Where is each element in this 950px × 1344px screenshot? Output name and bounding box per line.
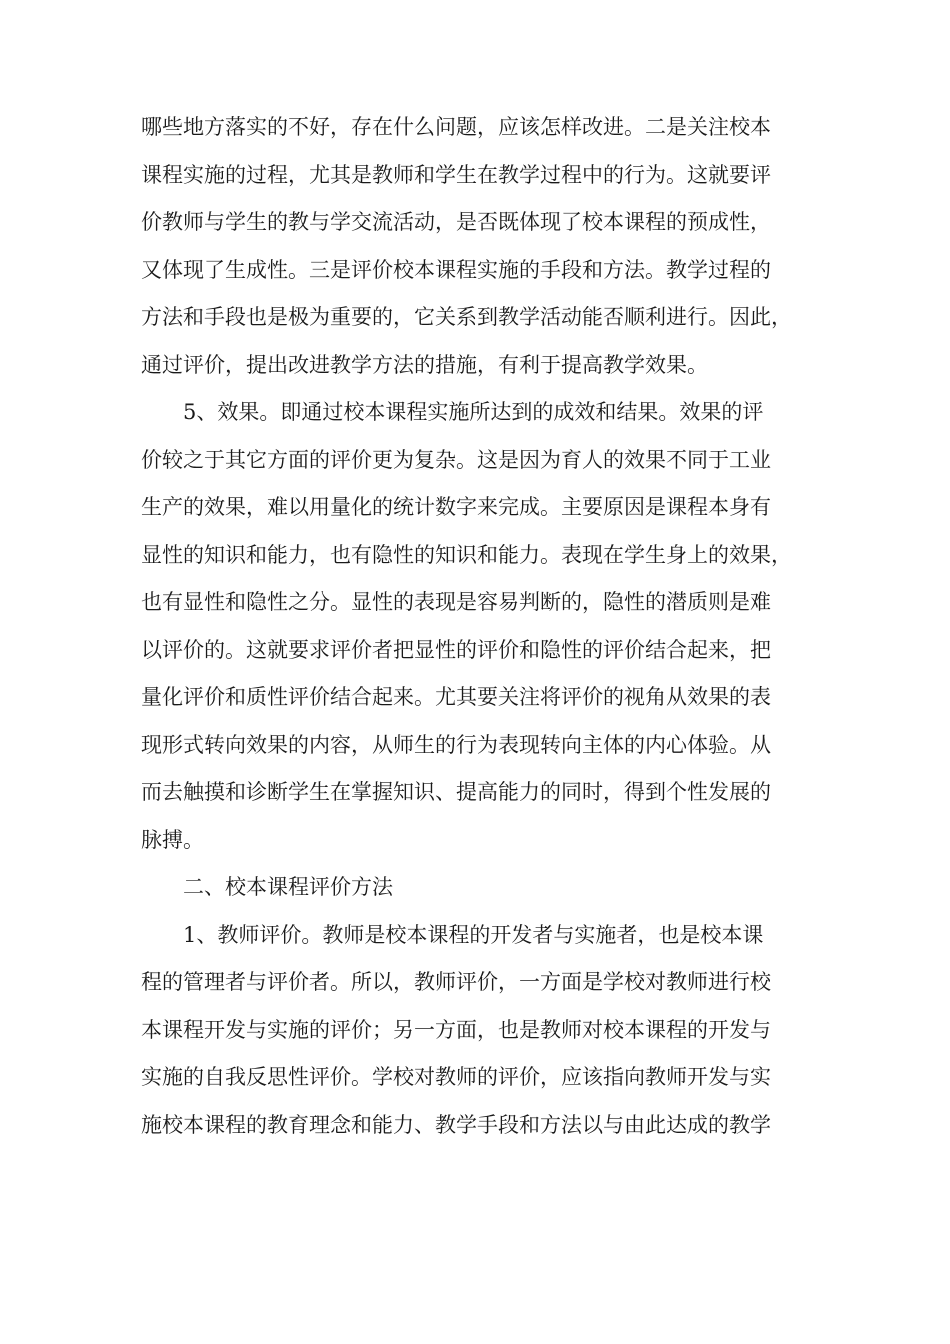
text-line: 施校本课程的教育理念和能力、教学手段和方法以与由此达成的教学 [141,1112,771,1137]
text-line: 实施的自我反思性评价。学校对教师的评价，应该指向教师开发与实 [141,1065,771,1089]
text-line: 而去触摸和诊断学生在掌握知识、提高能力的同时，得到个性发展的 [141,780,771,804]
text-line: 二、校本课程评价方法 [183,875,393,899]
text-line: 方法和手段也是极为重要的，它关系到教学活动能否顺利进行。因此， [141,305,792,329]
text-line: 程的管理者与评价者。所以，教师评价，一方面是学校对教师进行校 [141,970,771,994]
text-line: 也有显性和隐性之分。显性的表现是容易判断的，隐性的潜质则是难 [141,590,771,614]
text-line: 1、教师评价。教师是校本课程的开发者与实施者，也是校本课 [183,922,764,947]
text-line: 哪些地方落实的不好，存在什么问题，应该怎样改进。二是关注校本 [141,115,771,139]
text-line: 价教师与学生的教与学交流活动，是否既体现了校本课程的预成性， [141,210,771,234]
text-line: 5、效果。即通过校本课程实施所达到的成效和结果。效果的评 [183,400,764,424]
body-text [141,104,817,1149]
text-line: 通过评价，提出改进教学方法的措施，有利于提高教学效果。 [141,352,708,377]
text-line: 现形式转向效果的内容，从师生的行为表现转向主体的内心体验。从 [141,732,771,757]
text-line: 又体现了生成性。三是评价校本课程实施的手段和方法。教学过程的 [141,257,771,282]
text-line: 显性的知识和能力，也有隐性的知识和能力。表现在学生身上的效果， [141,542,792,567]
text-line: 本课程开发与实施的评价；另一方面，也是教师对校本课程的开发与 [141,1017,771,1042]
text-line: 生产的效果，难以用量化的统计数字来完成。主要原因是课程本身有 [141,495,771,519]
text-line: 脉搏。 [141,827,204,852]
text-line: 以评价的。这就要求评价者把显性的评价和隐性的评价结合起来，把 [141,637,771,662]
text-line: 量化评价和质性评价结合起来。尤其要关注将评价的视角从效果的表 [141,685,771,709]
text-line: 课程实施的过程，尤其是教师和学生在教学过程中的行为。这就要评 [141,162,771,187]
text-line: 价较之于其它方面的评价更为复杂。这是因为育人的效果不同于工业 [141,447,771,472]
